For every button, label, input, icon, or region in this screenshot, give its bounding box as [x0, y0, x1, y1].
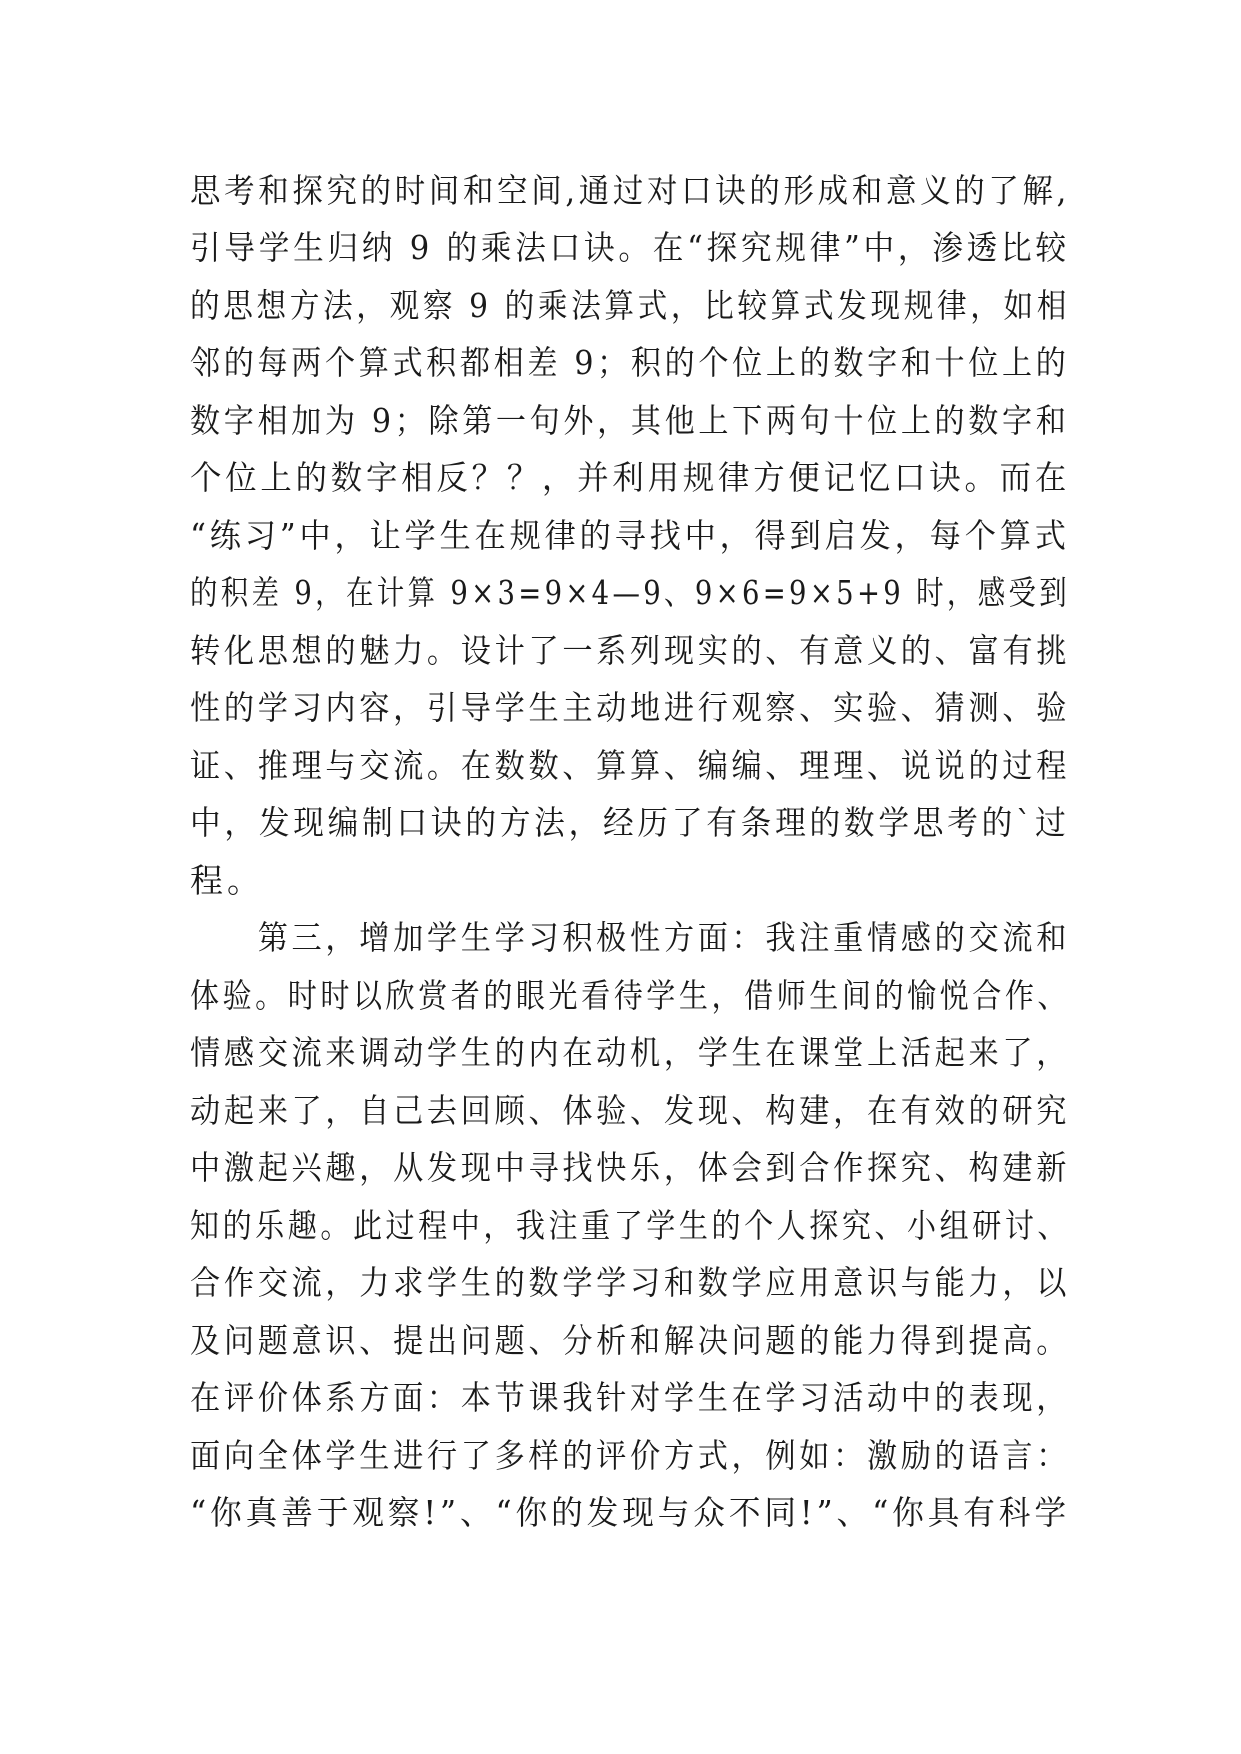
text-line: 数字相加为 9；除第一句外，其他上下两句十位上的数字和	[190, 401, 1070, 440]
text-line: 转化思想的魅力。设计了一系列现实的、有意义的、富有挑	[190, 631, 1071, 670]
text-line: 动起来了，自己去回顾、体验、发现、构建，在有效的研究	[190, 1091, 1071, 1130]
text-line: 思考和探究的时间和空间,通过对口诀的形成和意义的了解,	[190, 171, 1070, 210]
text-line: 合作交流，力求学生的数学学习和数学应用意识与能力，以	[190, 1263, 1071, 1302]
text-line: 个位上的数字相反？？，并利用规律方便记忆口诀。而在	[190, 458, 1071, 497]
text-line: “你真善于观察!”、“你的发现与众不同!”、“你具有科学	[190, 1493, 1070, 1532]
text-line: 的思想方法，观察 9 的乘法算式，比较算式发现规律，如相	[190, 286, 1071, 325]
text-line: 邻的每两个算式积都相差 9；积的个位上的数字和十位上的	[190, 343, 1070, 382]
text-line: 中激起兴趣，从发现中寻找快乐，体会到合作探究、构建新	[190, 1148, 1071, 1187]
text-line: “练习”中，让学生在规律的寻找中，得到启发，每个算式	[190, 516, 1070, 555]
text-line: 在评价体系方面：本节课我针对学生在学习活动中的表现，	[190, 1378, 1071, 1417]
text-line: 情感交流来调动学生的内在动机，学生在课堂上活起来了，	[190, 1033, 1071, 1072]
text-line: 体验。时时以欣赏者的眼光看待学生，借师生间的愉悦合作、	[190, 976, 1071, 1015]
text-line: 性的学习内容，引导学生主动地进行观察、实验、猜测、验	[190, 688, 1071, 727]
text-line: 程。	[190, 861, 264, 900]
paragraph-start-line: 第三，增加学生学习积极性方面：我注重情感的交流和	[190, 918, 1071, 957]
text-line: 知的乐趣。此过程中，我注重了学生的个人探究、小组研讨、	[190, 1206, 1071, 1245]
text-line: 及问题意识、提出问题、分析和解决问题的能力得到提高。	[190, 1321, 1071, 1360]
text-line: 的积差 9，在计算 9×3=9×4—9、9×6=9×5+9 时，感受到	[190, 573, 1071, 612]
text-line: 面向全体学生进行了多样的评价方式，例如：激励的语言：	[190, 1436, 1071, 1475]
text-line: 引导学生归纳 9 的乘法口诀。在“探究规律”中，渗透比较	[190, 228, 1070, 267]
text-line: 中，发现编制口诀的方法，经历了有条理的数学思考的`过	[190, 803, 1070, 842]
text-line: 证、推理与交流。在数数、算算、编编、理理、说说的过程	[190, 746, 1071, 785]
